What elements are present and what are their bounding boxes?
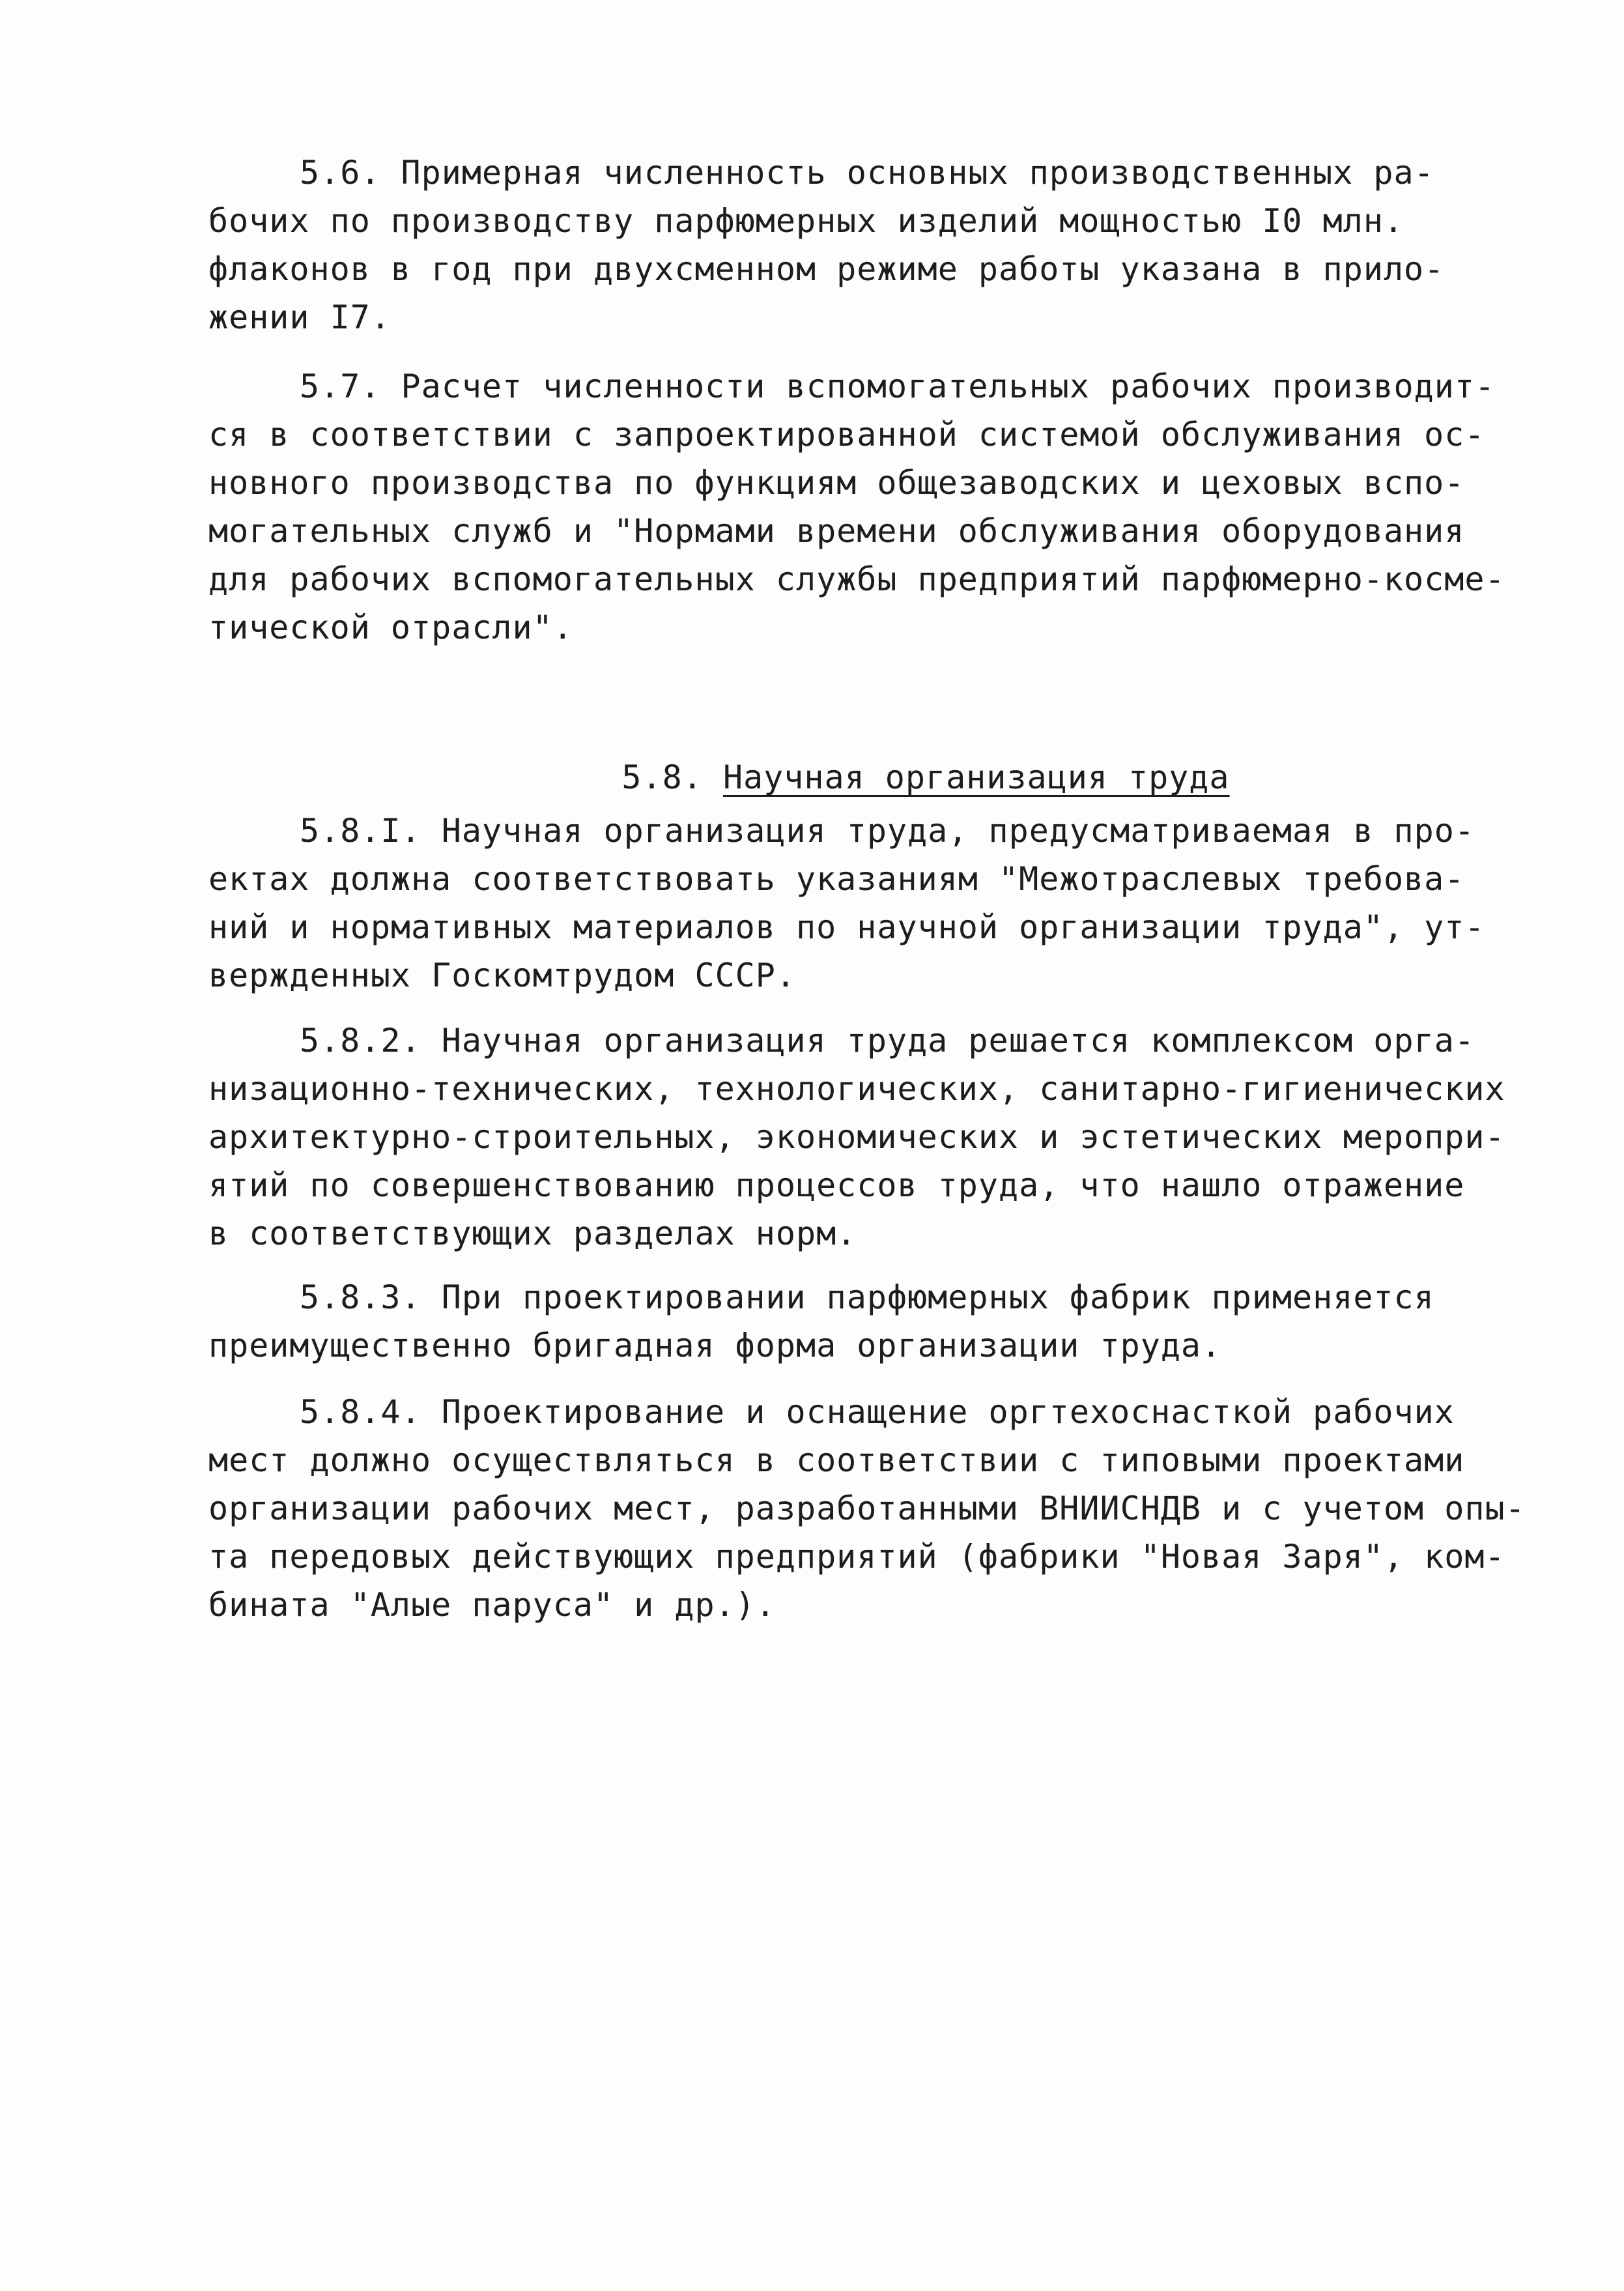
text-line: 5.8.2. Научная организация труда решается комплексом орга-: [300, 1022, 1475, 1059]
text-line: 5.7. Расчет численности вспомогательных рабочих производит-: [300, 367, 1496, 405]
text-line: 5.8.I. Научная организация труда, предусматриваемая в про-: [300, 812, 1475, 850]
text-line: 5.8.3. При проектировании парфюмерных фабрик применяется: [300, 1278, 1434, 1316]
text-line: преимущественно бригадная форма организации труда.: [208, 1327, 1222, 1364]
text-line: флаконов в год при двухсменном режиме работы указана в прило-: [208, 250, 1445, 288]
text-line: мест должно осуществляться в соответствии с типовыми проектами: [208, 1441, 1465, 1479]
text-line: 5.8.4. Проектирование и оснащение оргтехоснасткой рабочих: [300, 1393, 1455, 1431]
paragraph-5-8-4: [208, 1388, 1524, 1629]
text-line: архитектурно-строительных, экономических и эстетических меропри-: [208, 1118, 1505, 1156]
text-line: организации рабочих мест, разработанными ВНИИСНДВ и с учетом опы-: [208, 1490, 1526, 1527]
text-line: низационно-технических, технологических, санитарно-гигиенических: [208, 1070, 1505, 1108]
section-title: Научная организация труда: [722, 758, 1230, 796]
text-line: бината "Алые паруса" и др.).: [208, 1586, 776, 1624]
paragraph-5-6: [208, 149, 1524, 341]
text-line: ся в соответствии с запроектированной системой обслуживания ос-: [208, 416, 1485, 454]
text-line: та передовых действующих предприятий (фабрики "Новая Заря", ком-: [208, 1538, 1505, 1576]
text-line: ектах должна соответствовать указаниям "Межотраслевых требова-: [208, 860, 1465, 898]
text-line: для рабочих вспомогательных службы предприятий парфюмерно-косме-: [208, 560, 1505, 598]
section-number: 5.8.: [621, 758, 703, 796]
paragraph-5-8-2: [208, 1016, 1524, 1258]
text-line: ятий по совершенствованию процессов труда, что нашло отражение: [208, 1166, 1465, 1204]
text-line: ний и нормативных материалов по научной организации труда", ут-: [208, 908, 1485, 946]
text-line: тической отрасли".: [208, 609, 573, 646]
paragraph-5-7: [208, 362, 1524, 652]
text-line: вержденных Госкомтрудом СССР.: [208, 957, 796, 994]
paragraph-5-8-3: [208, 1273, 1524, 1370]
text-line: могательных служб и "Нормами времени обслуживания оборудования: [208, 512, 1465, 550]
section-heading: [541, 705, 1230, 796]
text-line: в соответствующих разделах норм.: [208, 1215, 857, 1252]
text-line: бочих по производству парфюмерных изделий мощностью I0 млн.: [208, 202, 1404, 240]
paragraph-5-8-1: [208, 807, 1524, 1000]
text-line: 5.6. Примерная численность основных производственных ра-: [300, 154, 1434, 192]
text-line: жении I7.: [208, 298, 391, 336]
text-line: новного производства по функциям общезаводских и цеховых вспо-: [208, 464, 1465, 502]
